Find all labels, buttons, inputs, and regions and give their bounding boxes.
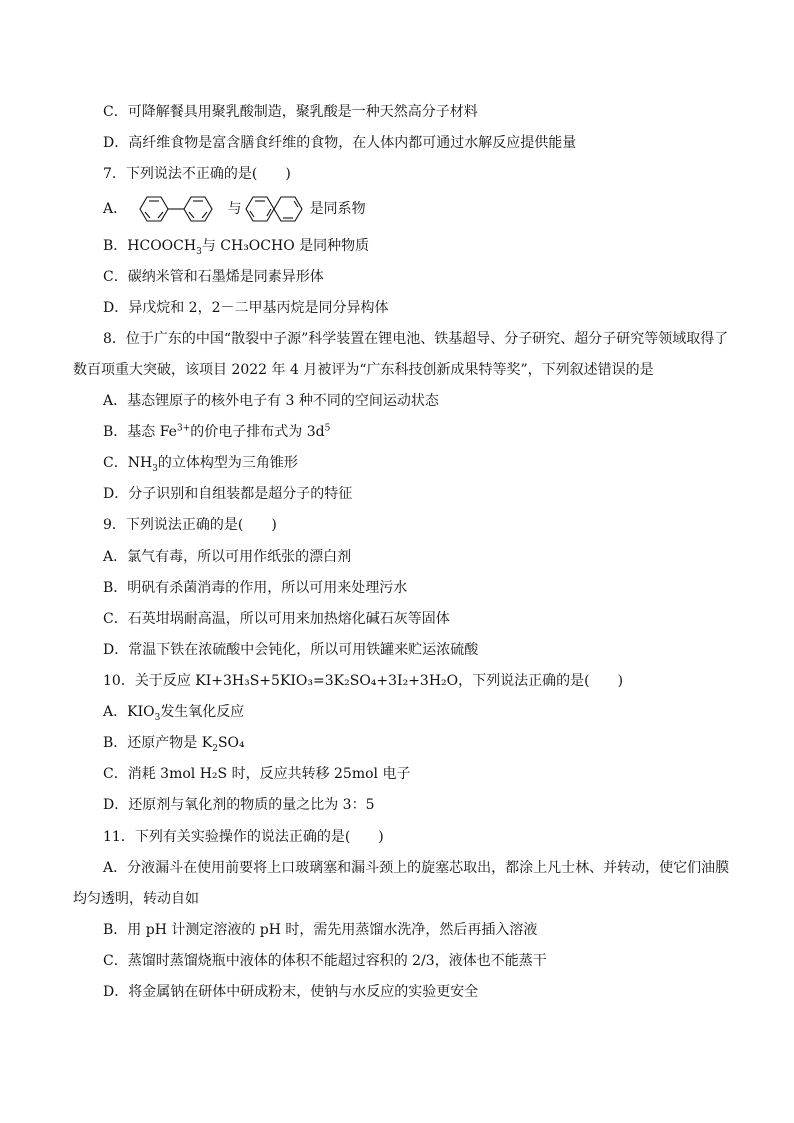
subscript: 3 bbox=[196, 246, 202, 257]
text-part: C．NH bbox=[103, 455, 153, 471]
q10-option-a bbox=[103, 702, 754, 722]
q9-option-b: B．明矾有杀菌消毒的作用，所以可用来处理污水 bbox=[103, 580, 408, 596]
q8-stem-line2: 数百项重大突破，该项目 2022 年 4 月被评为“广东科技创新成果特等奖”，下列叙述错误的是 bbox=[73, 362, 654, 378]
q6-option-d: D．高纤维食物是富含膳食纤维的食物，在人体内都可通过水解反应提供能量 bbox=[103, 135, 577, 151]
text-part: 的立体构型为三角锥形 bbox=[157, 455, 298, 471]
q8-option-b bbox=[103, 422, 754, 442]
text-part: 发生氧化反应 bbox=[160, 704, 245, 720]
superscript: 3+ bbox=[176, 423, 191, 434]
q9-option-a: A．氯气有毒，所以可用作纸张的漂白剂 bbox=[103, 549, 352, 565]
q10-option-d: D．还原剂与氧化剂的物质的量之比为 3：5 bbox=[103, 797, 375, 813]
q7-option-a bbox=[103, 194, 754, 224]
q8-stem-line1: 8．位于广东的中国“散裂中子源”科学装置在锂电池、铁基超导、分子研究、超分子研究等领域取得了 bbox=[103, 331, 729, 347]
biphenyl-structure bbox=[132, 194, 228, 224]
text-part: B．还原产物是 K bbox=[103, 735, 213, 751]
subscript: 3 bbox=[154, 712, 161, 723]
text-part: A．KIO bbox=[103, 704, 155, 720]
q8-option-d: D．分子识别和自组装都是超分子的特征 bbox=[103, 486, 353, 502]
q11-option-b: B．用 pH 计测定溶液的 pH 时，需先用蒸馏水洗净，然后再插入溶液 bbox=[103, 922, 538, 938]
q10-stem: 10．关于反应 KI+3H₃S+5KIO₃=3K₂SO₄+3I₂+3H₂O，下列说法正确的是( ) bbox=[103, 673, 624, 689]
option-text: 是同系物 bbox=[309, 201, 366, 217]
q9-option-c: C．石英坩埚耐高温，所以可用来加热熔化碱石灰等固体 bbox=[103, 611, 450, 627]
q10-option-b bbox=[103, 733, 754, 753]
q11-option-c: C．蒸馏时蒸馏烧瓶中液体的体积不能超过容积的 2/3，液体也不能蒸干 bbox=[103, 953, 547, 969]
naphthalene-structure bbox=[242, 194, 310, 224]
q8-option-c bbox=[103, 453, 754, 473]
q9-option-d: D．常温下铁在浓硫酸中会钝化，所以可用铁罐来贮运浓硫酸 bbox=[103, 642, 479, 658]
q7-option-c: C．碳纳米管和石墨烯是同素异形体 bbox=[103, 269, 324, 285]
text-part: B．HCOOCH bbox=[103, 238, 197, 254]
subscript: 3 bbox=[152, 463, 158, 474]
q7-option-b bbox=[103, 236, 754, 256]
q11-option-a-line1: A．分液漏斗在使用前要将上口玻璃塞和漏斗颈上的旋塞芯取出，都涂上凡士林、并转动，使它们油膜 bbox=[103, 860, 730, 876]
q8-option-a: A．基态锂原子的核外电子有 3 种不同的空间运动状态 bbox=[103, 393, 439, 409]
q9-stem: 9．下列说法正确的是( ) bbox=[103, 517, 277, 533]
q7-stem: 7．下列说法不正确的是( ) bbox=[103, 166, 291, 182]
q11-option-a-line2: 均匀透明，转动自如 bbox=[73, 891, 199, 907]
q6-option-c: C．可降解餐具用聚乳酸制造，聚乳酸是一种天然高分子材料 bbox=[103, 104, 478, 120]
connector-text: 与 bbox=[227, 201, 242, 217]
option-label: A． bbox=[103, 201, 128, 217]
subscript: 2 bbox=[212, 743, 218, 754]
text-part: 的价电子排布式为 3d bbox=[190, 424, 325, 440]
text-part: B．基态 Fe bbox=[103, 424, 177, 440]
q7-option-d: D．异戊烷和 2，2－二甲基丙烷是同分异构体 bbox=[103, 300, 389, 316]
q11-option-d: D．将金属钠在研体中研成粉末，使钠与水反应的实验更安全 bbox=[103, 984, 479, 1000]
text-part: SO₄ bbox=[217, 735, 245, 751]
text-part: 与 CH₃OCHO 是同种物质 bbox=[201, 238, 370, 254]
q11-stem: 11．下列有关实验操作的说法正确的是( ) bbox=[103, 829, 384, 845]
superscript: 5 bbox=[324, 423, 331, 434]
q10-option-c: C．消耗 3mol H₂S 时，反应共转移 25mol 电子 bbox=[103, 766, 411, 782]
